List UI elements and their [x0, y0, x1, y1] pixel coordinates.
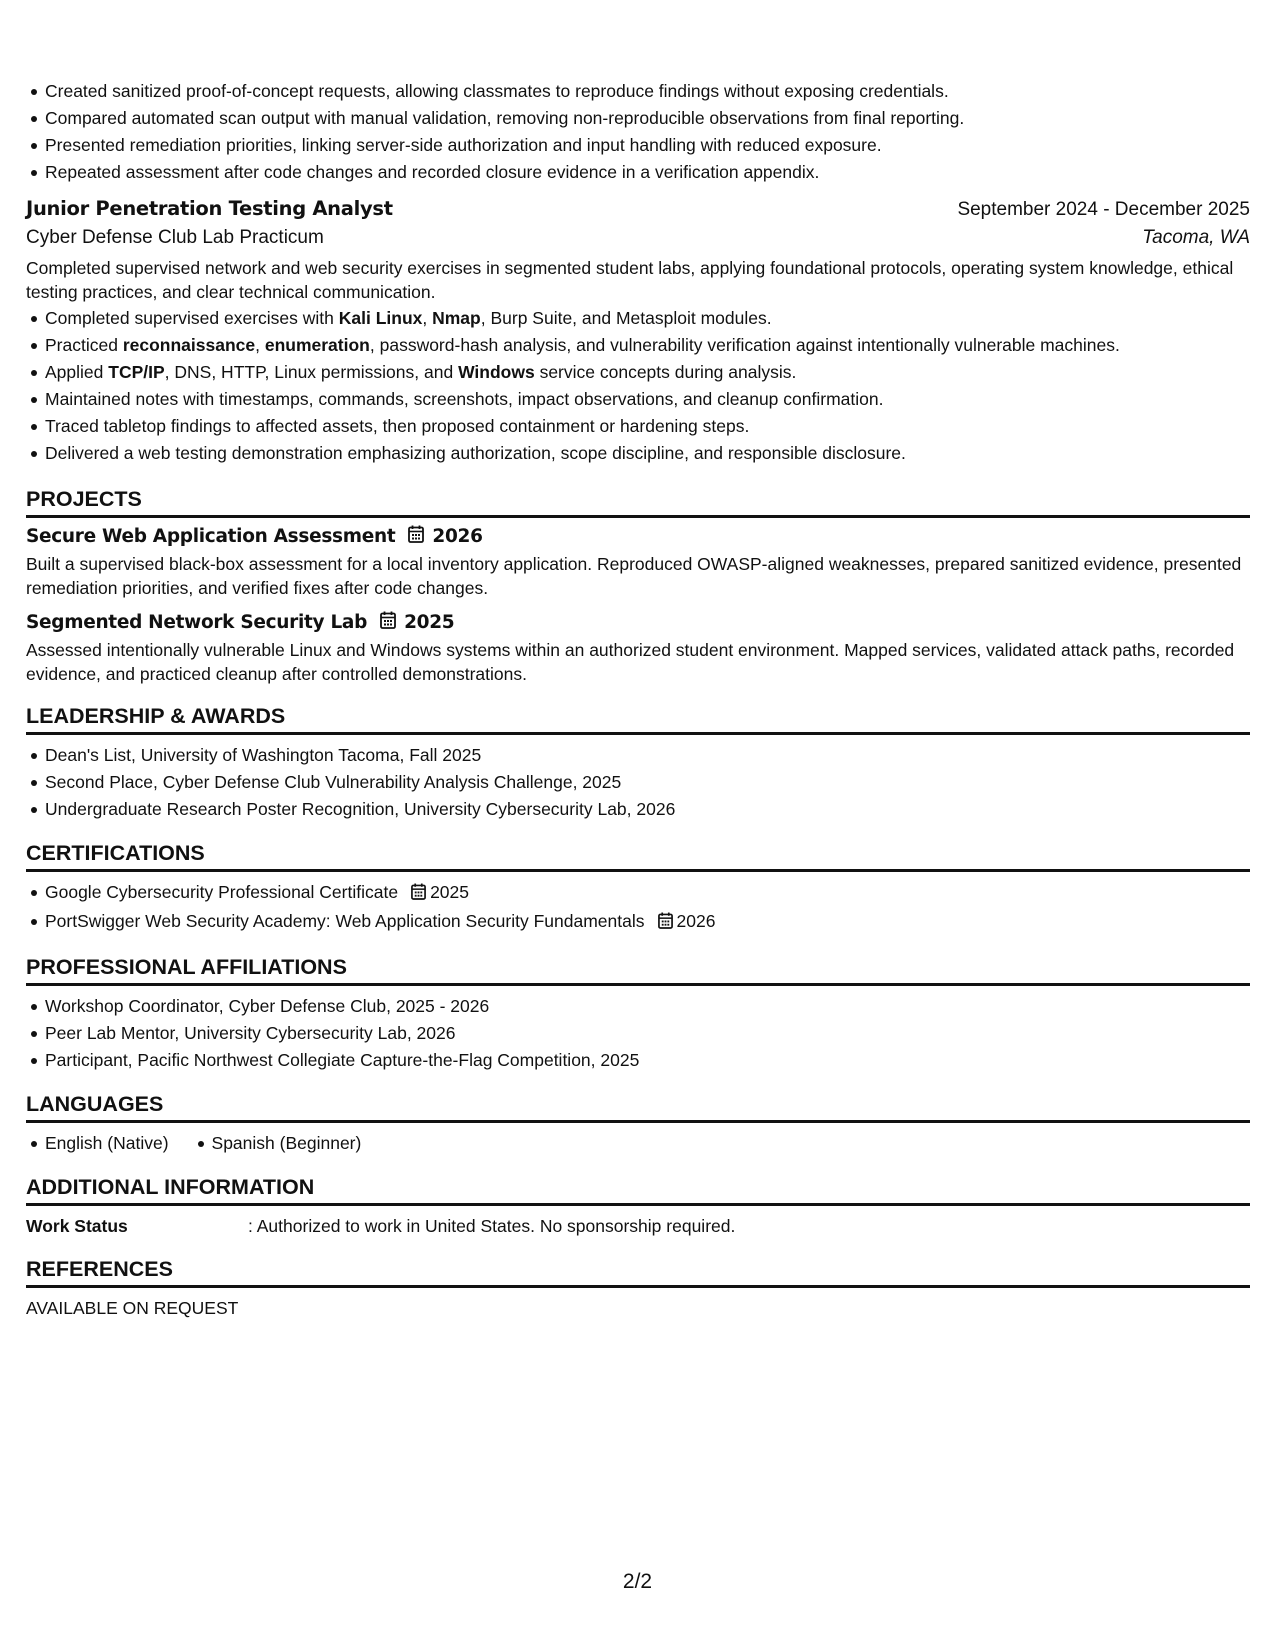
- list-item: [26, 359, 1250, 386]
- certification-name: PortSwigger Web Security Academy: Web Application Security Fundamentals: [45, 911, 645, 931]
- list-item: Repeated assessment after code changes and recorded closure evidence in a verification appendix.: [26, 159, 1250, 186]
- section-title: LEADERSHIP & AWARDS: [26, 704, 1250, 735]
- text: Applied: [45, 362, 109, 382]
- resume-page-2: [26, 78, 1250, 1321]
- languages-list: [26, 1130, 1250, 1157]
- project-header: [26, 525, 1250, 548]
- section-title: ADDITIONAL INFORMATION: [26, 1175, 1250, 1206]
- calendar-icon: [658, 910, 673, 937]
- calendar-icon: [408, 525, 424, 548]
- project-entry: [26, 611, 1250, 686]
- list-item: Workshop Coordinator, Cyber Defense Club, 2025 - 2026: [26, 993, 1250, 1020]
- affiliations-list: [26, 993, 1250, 1074]
- skill-reconnaissance: reconnaissance: [122, 335, 256, 355]
- text: ,: [422, 308, 433, 328]
- list-item: [26, 879, 1250, 908]
- project-name: Secure Web Application Assessment: [26, 526, 396, 547]
- previous-job-bullets: [26, 78, 1250, 186]
- section-title: REFERENCES: [26, 1257, 1250, 1288]
- text: service concepts during analysis.: [534, 362, 797, 382]
- certification-name: Google Cybersecurity Professional Certificate: [45, 882, 399, 902]
- project-description: Assessed intentionally vulnerable Linux and Windows systems within an authorized student environment. Mapped services, validated attack paths, recorded evidence, and practiced cleanup after controlled demonstrations.: [26, 640, 1235, 684]
- job-dates: September 2024 - December 2025: [957, 199, 1250, 220]
- list-item: [26, 305, 1250, 332]
- project-name: Segmented Network Security Lab: [26, 612, 368, 633]
- job-subheader: [26, 227, 1250, 249]
- list-item: Maintained notes with timestamps, commands, screenshots, impact observations, and cleanup confirmation.: [26, 386, 1250, 413]
- text: Practiced: [45, 335, 123, 355]
- project-year: 2025: [404, 612, 455, 633]
- text: Completed supervised exercises with: [45, 308, 339, 328]
- section-title: CERTIFICATIONS: [26, 841, 1250, 872]
- project-description: Built a supervised black-box assessment for a local inventory application. Reproduced OWASP-aligned weaknesses, prepared sanitized evidence, presented remediation priorities, and verified fixes after code changes.: [26, 554, 1242, 598]
- skill-nmap: Nmap: [432, 308, 481, 328]
- affiliations-section: [26, 955, 1250, 1074]
- list-item: Presented remediation priorities, linking server-side authorization and input handling with reduced exposure.: [26, 132, 1250, 159]
- project-entry: [26, 525, 1250, 600]
- work-status-label: Work Status: [26, 1216, 128, 1236]
- list-item: [26, 332, 1250, 359]
- text: , password-hash analysis, and vulnerability verification against intentionally vulnerable machines.: [369, 335, 1120, 355]
- skill-tcp-ip: TCP/IP: [108, 362, 165, 382]
- list-item: Traced tabletop findings to affected assets, then proposed containment or hardening steps.: [26, 413, 1250, 440]
- experience-entry: [26, 197, 1250, 467]
- list-item: [26, 908, 1250, 937]
- list-item: Dean's List, University of Washington Tacoma, Fall 2025: [26, 742, 1250, 769]
- additional-info-section: [26, 1175, 1250, 1239]
- job-bullets: [26, 305, 1250, 467]
- list-item: Peer Lab Mentor, University Cybersecurity Lab, 2026: [26, 1020, 1250, 1047]
- skill-enumeration: enumeration: [264, 335, 370, 355]
- section-title: LANGUAGES: [26, 1092, 1250, 1123]
- list-item: Compared automated scan output with manual validation, removing non-reproducible observations from final reporting.: [26, 105, 1250, 132]
- job-description: Completed supervised network and web security exercises in segmented student labs, applying foundational protocols, operating system knowledge, ethical testing practices, and clear technical communication.: [26, 258, 1234, 302]
- certification-year: 2025: [430, 882, 470, 902]
- list-item: Participant, Pacific Northwest Collegiate Capture-the-Flag Competition, 2025: [26, 1047, 1250, 1074]
- section-title: PROJECTS: [26, 487, 1250, 518]
- job-location: Tacoma, WA: [1142, 227, 1250, 248]
- list-item: Delivered a web testing demonstration emphasizing authorization, scope discipline, and responsible disclosure.: [26, 440, 1250, 467]
- job-title: Junior Penetration Testing Analyst: [26, 197, 393, 220]
- section-title: PROFESSIONAL AFFILIATIONS: [26, 955, 1250, 986]
- text: ,: [255, 335, 265, 355]
- certification-year: 2026: [676, 911, 716, 931]
- job-header: [26, 197, 1250, 221]
- list-item: Second Place, Cyber Defense Club Vulnerability Analysis Challenge, 2025: [26, 769, 1250, 796]
- skill-kali-linux: Kali Linux: [338, 308, 423, 328]
- references-section: [26, 1257, 1250, 1321]
- work-status-row: [26, 1213, 1250, 1239]
- project-header: [26, 611, 1250, 634]
- work-status-value: : Authorized to work in United States. No sponsorship required.: [248, 1216, 736, 1236]
- text: , Burp Suite, and Metasploit modules.: [480, 308, 772, 328]
- project-year: 2026: [432, 526, 483, 547]
- list-item: Spanish (Beginner): [193, 1130, 362, 1157]
- leadership-list: [26, 742, 1250, 823]
- text: , DNS, HTTP, Linux permissions, and: [164, 362, 459, 382]
- projects-section: [26, 487, 1250, 686]
- calendar-icon: [380, 611, 396, 634]
- job-organization: Cyber Defense Club Lab Practicum: [26, 227, 324, 248]
- leadership-section: [26, 704, 1250, 823]
- list-item: Created sanitized proof-of-concept requests, allowing classmates to reproduce findings without exposing credentials.: [26, 78, 1250, 105]
- calendar-icon: [411, 881, 426, 908]
- certifications-section: [26, 841, 1250, 937]
- references-text: AVAILABLE ON REQUEST: [26, 1298, 239, 1318]
- certifications-list: [26, 879, 1250, 937]
- skill-windows: Windows: [458, 362, 535, 382]
- list-item: Undergraduate Research Poster Recognition, University Cybersecurity Lab, 2026: [26, 796, 1250, 823]
- page-number: 2/2: [622, 1570, 653, 1593]
- list-item: English (Native): [26, 1130, 169, 1157]
- languages-section: [26, 1092, 1250, 1157]
